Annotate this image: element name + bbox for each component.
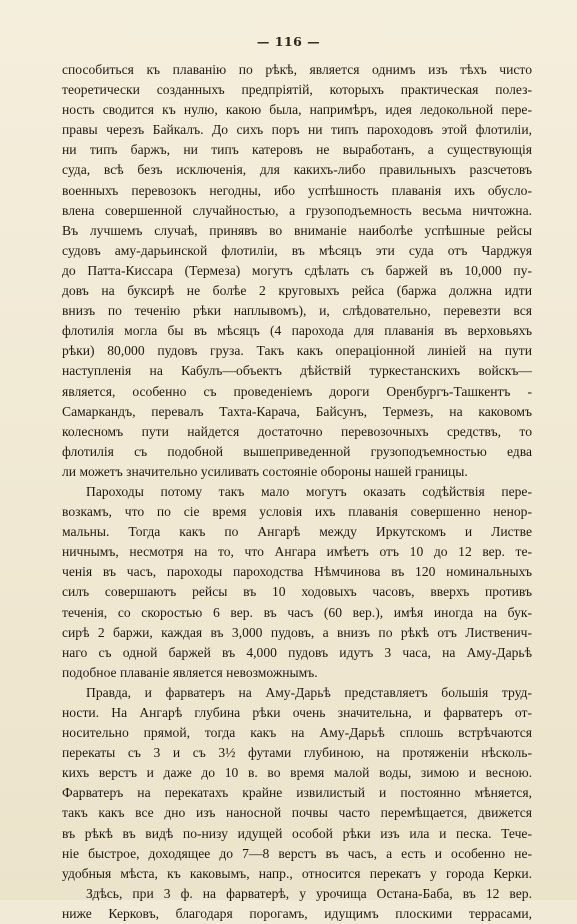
text-line: ничнымъ, несмотря на то, что Ангара имѣетъ отъ 10 до 12 вер. те-: [62, 544, 532, 560]
text-line: суда, всѣ безъ исключенія, для какихъ-либо правильныхъ разсчетовъ: [62, 162, 532, 178]
text-line: довъ на буксирѣ не болѣе 2 круговыхъ рейса (баржа должна идти: [62, 283, 532, 299]
text-line: военныхъ перевозокъ негодны, ибо успѣшность плаванія ихъ обусло-: [62, 182, 532, 198]
text-line: перекаты съ 3 и съ 3½ футами глубиною, на протяженіи нѣсколь-: [62, 745, 532, 761]
text-line: судовъ аму-дарьинской флотиліи, въ мѣсяцъ эти суда отъ Чарджуя: [62, 242, 532, 258]
text-line: возкамъ, что по сіе время условія ихъ плаванія совершенно ненор-: [62, 504, 532, 520]
text-line: кихъ верстъ и даже до 10 в. во время малой воды, зимою и весною.: [62, 765, 532, 781]
text-line: ниже Керковъ, благодаря порогамъ, идущимъ плоскими террасами,: [62, 905, 532, 921]
text-line: способиться къ плаванію по рѣкѣ, является однимъ изъ тѣхъ чисто: [62, 62, 532, 77]
body-text: [62, 60, 532, 924]
text-line: колесномъ пути найдется достаточно перевозочныхъ средствъ, то: [62, 423, 532, 439]
text-line: внизъ по теченію рѣки наплывомъ), и, слѣдовательно, перевезти вся: [62, 303, 532, 319]
text-line: Здѣсь, при 3 ф. на фарватерѣ, у урочища Остана-Баба, въ 12 вер.: [86, 885, 532, 901]
text-line: такъ какъ все дно изъ наносной почвы часто перемѣщается, движется: [62, 805, 532, 821]
text-line: носительно прямой, тогда какъ на Аму-Дарьѣ сплошь встрѣчаются: [62, 725, 532, 741]
text-line: ность сводится къ нулю, какою была, напримѣръ, идея ледокольной пере-: [62, 102, 532, 118]
text-line: удобныя мѣста, къ каковымъ, напр., относится перекатъ у города Керки.: [62, 865, 532, 881]
text-line: мальны. Тогда какъ по Ангарѣ между Иркутскомъ и Листве: [62, 524, 532, 540]
text-line: Въ лучшемъ случаѣ, принявъ во вниманіе наиболѣе успѣшные рейсы: [62, 222, 532, 238]
text-line: силъ совершаютъ рейсы въ 10 ходовыхъ часовъ, вверхъ противъ: [62, 584, 532, 600]
text-line: Пароходы потому такъ мало могутъ оказать содѣйствія пере-: [86, 483, 532, 499]
page-number: — 116 —: [256, 34, 321, 49]
text-line: Правда, и фарватеръ на Аму-Дарьѣ представляетъ большія труд-: [86, 684, 532, 700]
text-line: влена совершенной случайностью, а грузоподъемность весьма ничтожна.: [62, 202, 532, 218]
text-line: наступленія на Кабулъ—объектъ дѣйствій туркестанскихъ войскъ—: [62, 363, 532, 379]
text-line: рѣки) 80,000 пудовъ груза. Такъ какъ операціонной линіей на пути: [62, 343, 532, 359]
text-line: сирѣ 2 баржи, каждая въ 3,000 пудовъ, а внизъ по рѣкѣ отъ Лиственич-: [62, 624, 532, 640]
text-line: ли можетъ значительно усиливать состояніе обороны нашей границы.: [62, 463, 468, 479]
text-line: флотилія съ подобной вышеприведенной грузоподъемностью едва: [62, 443, 532, 459]
text-line: Самаркандъ, перевалъ Тахта-Карача, Байсунъ, Термезъ, на каковомъ: [62, 403, 532, 419]
text-line: до Патта-Киссара (Термеза) могутъ сдѣлать съ баржей въ 10,000 пу-: [62, 262, 532, 278]
text-line: теоретически созданныхъ предпріятій, которыхъ практическая полез-: [62, 82, 532, 98]
text-line: ности. На Ангарѣ глубина рѣки очень значительна, и фарватеръ от-: [62, 705, 532, 720]
text-line: ни типъ баржъ, ни типъ катеровъ не выработанъ, а существующія: [62, 142, 532, 158]
text-line: флотилія могла бы въ мѣсяцъ (4 парохода для плаванія въ верховьяхъ: [62, 323, 532, 339]
text-line: теченія, со скоростью 6 вер. въ часъ (60 вер.), имѣя иногда на бук-: [62, 604, 532, 620]
text-line: ніе быстрое, доходящее до 7—8 верстъ въ часъ, а есть и особенно не-: [62, 845, 532, 861]
text-line: подобное плаваніе является невозможнымъ.: [62, 664, 318, 680]
text-line: является, особенно съ проведеніемъ дороги Оренбургъ-Ташкентъ -: [62, 383, 532, 399]
text-line: ченія въ часъ, пароходы пароходства Нѣмчинова въ 120 номинальныхъ: [62, 564, 532, 580]
text-line: наго съ одной баржей въ 4,000 пудовъ идутъ 3 часа, на Аму-Дарьѣ: [62, 644, 532, 660]
text-line: правы черезъ Байкалъ. До сихъ поръ ни типъ пароходовъ этой флотиліи,: [62, 122, 532, 138]
text-line: Фарватеръ на перекатахъ крайне извилистый и постоянно мѣняется,: [62, 785, 532, 801]
text-line: въ рѣкѣ въ видѣ по-низу идущей особой рѣки изъ ила и песка. Тече-: [62, 825, 532, 841]
